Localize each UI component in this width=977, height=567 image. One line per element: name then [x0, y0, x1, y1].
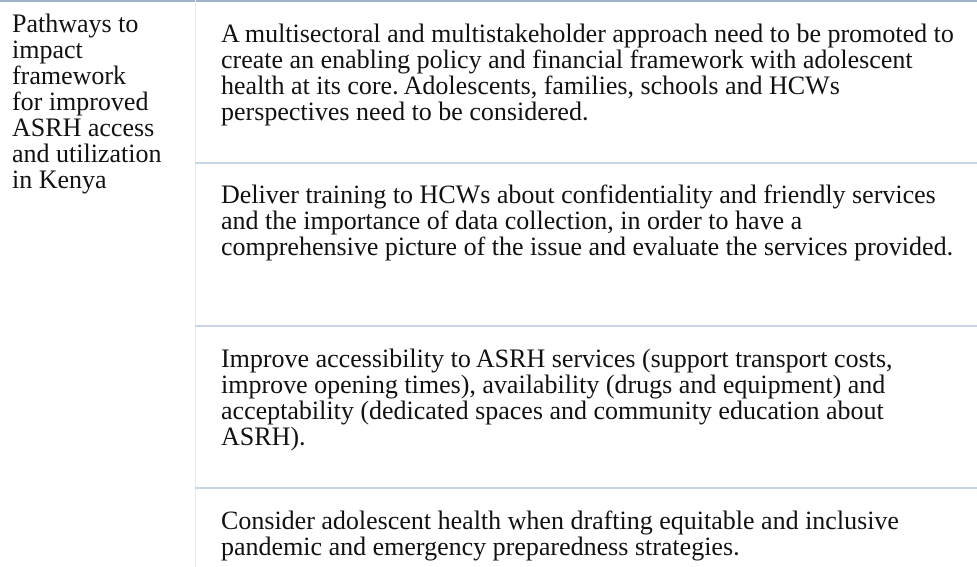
recommendation-cell-1: A multisectoral and multistakeholder approach need to be promoted to create an enabling policy and financial framework with adolescent health at its core. Adolescents, families, schools and HCWs perspectives need to be considered. — [221, 19, 954, 126]
row-divider — [195, 325, 977, 327]
row-divider — [195, 487, 977, 489]
recommendation-cell-2: Deliver training to HCWs about confidentiality and friendly services and the importance of data collection, in order to have a comprehensive picture of the issue and evaluate the services provided. — [221, 180, 954, 261]
row-divider — [195, 162, 977, 164]
column-divider — [195, 0, 196, 567]
recommendation-cell-4: Consider adolescent health when drafting equitable and inclusive pandemic and emergency preparedness strategies. — [221, 506, 899, 561]
row-header-pathways: Pathways to impact framework for improved ASRH access and utilization in Kenya — [12, 9, 162, 194]
table-top-border — [0, 0, 977, 2]
recommendation-cell-3: Improve accessibility to ASRH services (support transport costs, improve opening times), availability (drugs and equipment) and acceptability (dedicated spaces and community education about ASRH). — [221, 344, 893, 451]
